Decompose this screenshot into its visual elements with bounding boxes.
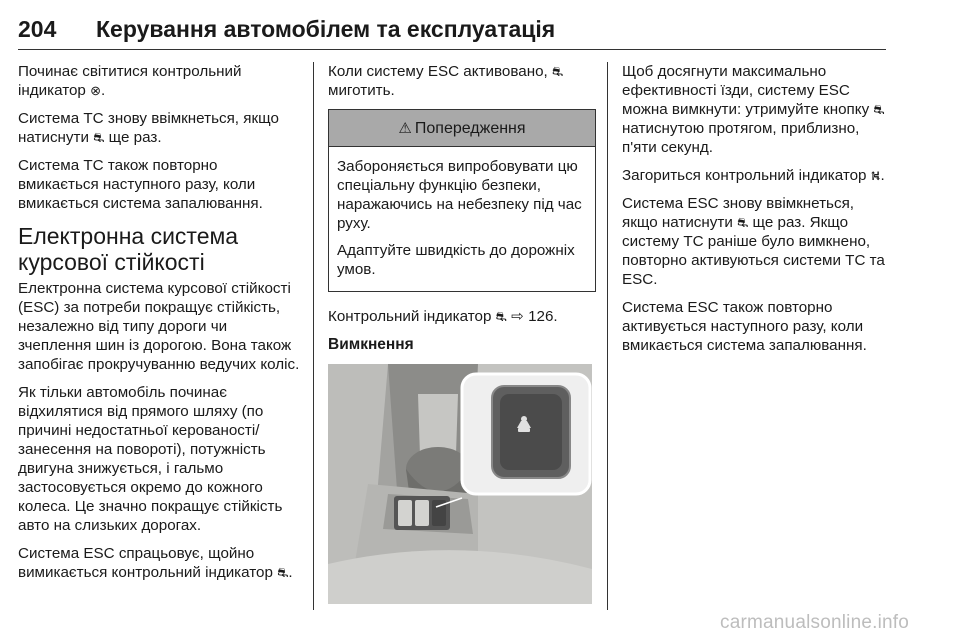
paragraph: Контрольний індикатор ⛐ ⇨ 126. xyxy=(328,308,558,325)
page-number: 204 xyxy=(18,16,57,42)
warning-box xyxy=(328,109,596,292)
column-middle xyxy=(328,62,596,604)
page-reference: 126. xyxy=(528,308,558,325)
warning-header xyxy=(329,110,595,147)
warning-body xyxy=(329,147,595,291)
paragraph: Щоб досягнути максимально ефективності їзди, систему ESC можна вимкнути: утримуйте кнопку ⛐ натиснутою протягом, приблизно, п'яти секунд. xyxy=(622,63,885,156)
esc-car-skid-icon: ⛐ xyxy=(551,64,564,79)
running-title: Керування автомобілем та експлуатація xyxy=(96,16,556,42)
esc-car-skid-icon: ⛐ xyxy=(277,565,289,580)
column-right xyxy=(622,62,892,364)
paragraph: Система ESC знову ввімкнеться, якщо натиснути ⛐ ще раз. Якщо систему TC раніше було вимкнено, повторно активуються системи TC та ESC. xyxy=(622,195,885,288)
warning-text: Адаптуйте швидкість до дорожніх умов. xyxy=(337,242,575,278)
warning-title: Попередження xyxy=(414,119,526,137)
esc-car-skid-icon: ⛐ xyxy=(737,215,749,230)
watermark: carmanualsonline.info xyxy=(720,612,910,633)
column-left xyxy=(18,62,302,591)
paragraph: Електронна система курсової стійкості (ESC) за потреби покращує стійкість, незалежно від типу дороги чи зчеплення шин із дорогою. Вона також запобігає прокручуванню ведучих коліс. xyxy=(18,280,300,373)
warning-text: Забороняється випробовувати цю спеціальну функцію безпеки, наражаючись на небезпеку під час руху. xyxy=(337,158,582,232)
page-header xyxy=(18,12,886,46)
paragraph: Система ESC спрацьовує, щойно вимикається контрольний індикатор ⛐. xyxy=(18,545,293,581)
paragraph: Система TC знову ввімкнеться, якщо натиснути ⛐ ще раз. xyxy=(18,110,279,146)
paragraph: Починає світитися контрольний індикатор ⊗. xyxy=(18,63,242,99)
warning-triangle-icon: ⚠ xyxy=(398,119,412,137)
page-reference-arrow-icon: ⇨ xyxy=(511,308,524,325)
section-heading: Електронна система курсової стійкості xyxy=(18,223,239,275)
paragraph: Система TC також повторно вмикається наступного разу, коли вмикається система запалювання. xyxy=(18,157,263,212)
esc-car-skid-icon: ⛐ xyxy=(93,130,105,145)
paragraph: Як тільки автомобіль починає відхилятися від прямого шляху (по причині недостатньої керованості/ занесення на повороті), потужність двигуна знижується, і гальмо застосовується окремо до кожного колеса. Це значно покращує стійкість авто на слизьких дорогах. xyxy=(18,384,283,534)
paragraph: Загориться контрольний індикатор ⛕. xyxy=(622,167,885,184)
paragraph: Система ESC також повторно активується наступного разу, коли вмикається система запалювання. xyxy=(622,299,867,354)
tc-off-indicator-icon: ⊗ xyxy=(90,83,102,98)
paragraph: Коли систему ESC активовано, ⛐ миготить. xyxy=(328,63,564,99)
esc-off-indicator-icon: ⛕ xyxy=(870,168,881,183)
header-rule xyxy=(18,49,886,50)
column-divider xyxy=(607,62,608,610)
column-divider xyxy=(313,62,314,610)
esc-button-photo xyxy=(328,364,592,604)
esc-car-skid-icon: ⛐ xyxy=(495,309,507,324)
sub-heading: Вимкнення xyxy=(328,336,414,353)
esc-car-skid-icon: ⛐ xyxy=(873,102,885,117)
